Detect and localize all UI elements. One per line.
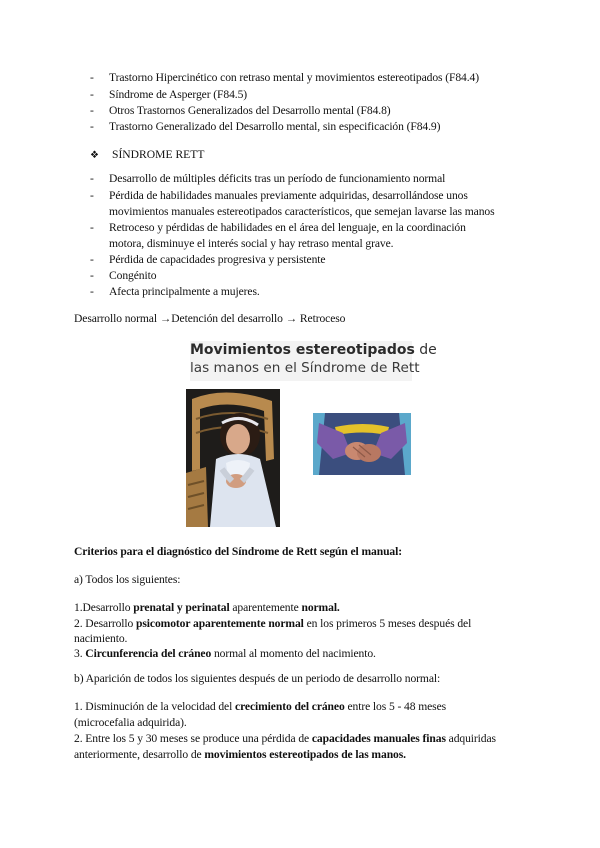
a1-bold-2: normal. (301, 601, 340, 614)
list-item: Pérdida de capacidades progresiva y persistente (109, 253, 326, 266)
criterion-a2-continuation: nacimiento. (74, 632, 128, 645)
list-dash: - (90, 88, 94, 101)
a2-pre: 2. Desarrollo (74, 617, 137, 630)
list-item-continuation: motora, disminuye el interés social y hay retraso mental grave. (109, 237, 394, 250)
criterion-b1-continuation: (microcefalia adquirida). (74, 716, 187, 729)
a1-bold-1: prenatal y perinatal (133, 601, 230, 614)
list-item: Pérdida de habilidades manuales previamente adquiridas, desarrollándose unos (109, 189, 468, 202)
list-item: Trastorno Hipercinético con retraso mental y movimientos estereotipados (F84.4) (109, 71, 479, 84)
figure-title-line1 (190, 341, 437, 359)
list-dash: - (90, 253, 94, 266)
list-item-continuation: movimientos manuales estereotipados característicos, que semejan lavarse las manos (109, 205, 495, 218)
list-dash: - (90, 269, 94, 282)
a1-mid: aparentemente (229, 601, 302, 614)
progression-text: Desarrollo normal →Detención del desarrollo → Retroceso (74, 312, 346, 325)
hands-photo (313, 413, 411, 475)
criterion-a1 (74, 601, 340, 615)
section-heading (90, 148, 204, 163)
criterion-b2-continuation (74, 748, 406, 762)
b1-pre: 1. Disminución de la velocidad del (74, 700, 236, 713)
diamond-bullet-icon: ❖ (90, 150, 99, 161)
list-item: Congénito (109, 269, 157, 282)
b1-bold: crecimiento del cráneo (235, 700, 345, 713)
list-item: Retroceso y pérdidas de habilidades en el área del lenguaje, en la coordinación (109, 221, 466, 234)
list-dash: - (90, 71, 94, 84)
list-dash: - (90, 221, 94, 234)
list-item: Afecta principalmente a mujeres. (109, 285, 260, 298)
b2-cont-bold: movimientos estereotipados de las manos. (204, 748, 406, 761)
criterion-b2 (74, 732, 496, 746)
b2-post: adquiridas (445, 732, 496, 745)
criterion-a3 (74, 647, 376, 661)
criterion-a2 (74, 617, 471, 631)
list-dash: - (90, 285, 94, 298)
list-dash: - (90, 104, 94, 117)
a3-post: normal al momento del nacimiento. (211, 647, 376, 660)
figure-title-bold: Movimientos estereotipados (190, 342, 415, 358)
a3-pre: 3. (74, 647, 86, 660)
b2-pre: 2. Entre los 5 y 30 meses se produce una pérdida de (74, 732, 312, 745)
figure-subtitle: las manos en el Síndrome de Rett (190, 360, 420, 376)
a1-pre: 1.Desarrollo (74, 601, 134, 614)
girl-photo (186, 389, 280, 527)
list-dash: - (90, 172, 94, 185)
list-item: Desarrollo de múltiples déficits tras un período de funcionamiento normal (109, 172, 446, 185)
criteria-a-heading: a) Todos los siguientes: (74, 573, 181, 586)
list-item: Trastorno Generalizado del Desarrollo mental, sin especificación (F84.9) (109, 120, 441, 133)
a2-post: en los primeros 5 meses después del (303, 617, 472, 630)
section-heading-text: SÍNDROME RETT (112, 148, 205, 161)
b2-cont-pre: anteriormente, desarrollo de (74, 748, 205, 761)
b1-post: entre los 5 - 48 meses (344, 700, 447, 713)
figure-title (190, 341, 437, 381)
b2-bold: capacidades manuales finas (311, 732, 446, 745)
list-dash: - (90, 120, 94, 133)
criteria-title: Criterios para el diagnóstico del Síndrome de Rett según el manual: (74, 545, 403, 558)
criteria-b-heading: b) Aparición de todos los siguientes después de un periodo de desarrollo normal: (74, 672, 441, 685)
list-item: Otros Trastornos Generalizados del Desarrollo mental (F84.8) (109, 104, 391, 117)
a3-bold: Circunferencia del cráneo (85, 647, 212, 660)
list-item: Síndrome de Asperger (F84.5) (109, 88, 248, 101)
list-dash: - (90, 189, 94, 202)
criterion-b1 (74, 700, 446, 714)
a2-bold: psicomotor aparentemente normal (136, 617, 304, 630)
figure-title-rest: de (414, 342, 437, 358)
